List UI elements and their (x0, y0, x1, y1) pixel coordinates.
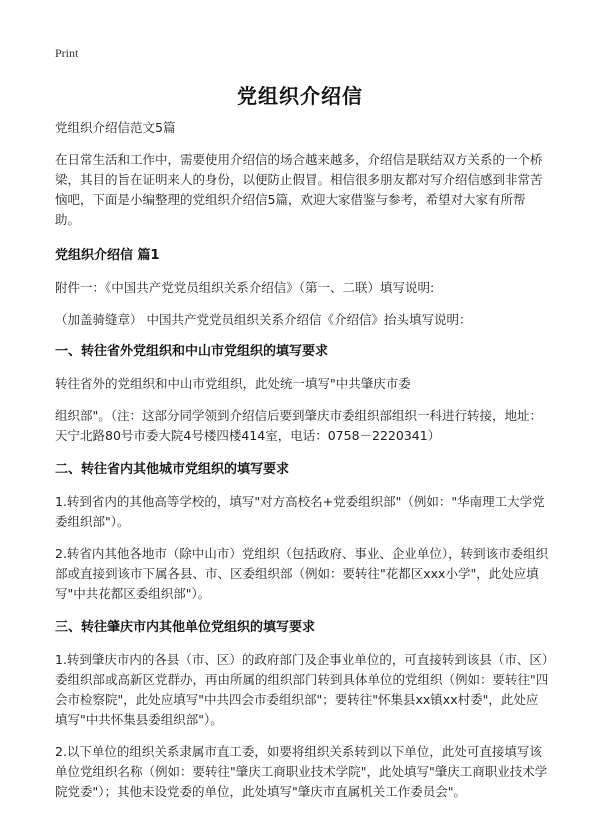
document-body (55, 118, 550, 812)
heading-zhaoqing-units: 三、转往肇庆市内其他单位党组织的填写要求 (55, 620, 316, 635)
heading-province-outside: 一、转往省外党组织和中山市党组织的填写要求 (55, 344, 329, 359)
intro-paragraph: 在日常生活和工作中，需要使用介绍信的场合越来越多，介绍信是联结双方关系的一个桥梁，其目的旨在证明来人的身份，以便防止假冒。相信很多朋友都对写介绍信感到非常苦恼吧，下面是小编整理的党组织介绍信5篇，欢迎大家借鉴与参考，希望对大家有所帮助。 (55, 152, 543, 227)
heading-province-inside: 二、转往省内其他城市党组织的填写要求 (55, 462, 290, 477)
paragraph-1b: 组织部"。（注：这部分同学领到介绍信后要到肇庆市委组织部组织一科进行转接，地址：天宁北路80号市委大院4号楼四楼414室，电话：0758－2220341） (55, 408, 543, 443)
paragraph-3a: 1.转到肇庆市内的各县（市、区）的政府部门及企事业单位的，可直接转到该县（市、区）委组织部或高新区党群办，再由所属的组织部门转到具体单位的党组织（例如：要转往"四会市检察院"，此处应填写"中共四会市委组织部"；要转往"怀集县xx镇xx村委"，此处应填写"中共怀集县委组织部"）。 (55, 652, 549, 727)
page-title: 党组织介绍信 (237, 84, 363, 108)
section-title: 党组织介绍信 篇1 (55, 248, 160, 263)
paragraph-1a: 转往省外的党组织和中山市党组织，此处统一填写"中共肇庆市委 (55, 376, 411, 391)
paragraph-3b: 2.以下单位的组织关系隶属市直工委，如要将组织关系转到以下单位，此处可直接填写该单位党组织名称（例如：要转往"肇庆工商职业技术学院"，此处填写"肇庆工商职业技术学院党委"）；其他未设党委的单位，此处填写"肇庆市直属机关工作委员会"。 (55, 744, 548, 799)
document-subtitle: 党组织介绍信范文5篇 (55, 120, 176, 135)
paragraph-2a: 1.转到省内的其他高等学校的，填写"对方高校名+党委组织部"（例如："华南理工大学党委组织部"）。 (55, 494, 545, 529)
paragraph-2b: 2.转省内其他各地市（除中山市）党组织（包括政府、事业、企业单位），转到该市委组织部或直接到该市下属各县、市、区委组织部（例如：要转往"花都区xxx小学"，此处应填写"中共花都区委组织部"）。 (55, 546, 549, 601)
stamp-note-paragraph: （加盖骑缝章） 中国共产党党员组织关系介绍信《介绍信》抬头填写说明： (55, 312, 472, 327)
attachment-paragraph: 附件一：《中国共产党党员组织关系介绍信》（第一、二联）填写说明: (55, 280, 435, 295)
print-label: Print (55, 46, 79, 60)
